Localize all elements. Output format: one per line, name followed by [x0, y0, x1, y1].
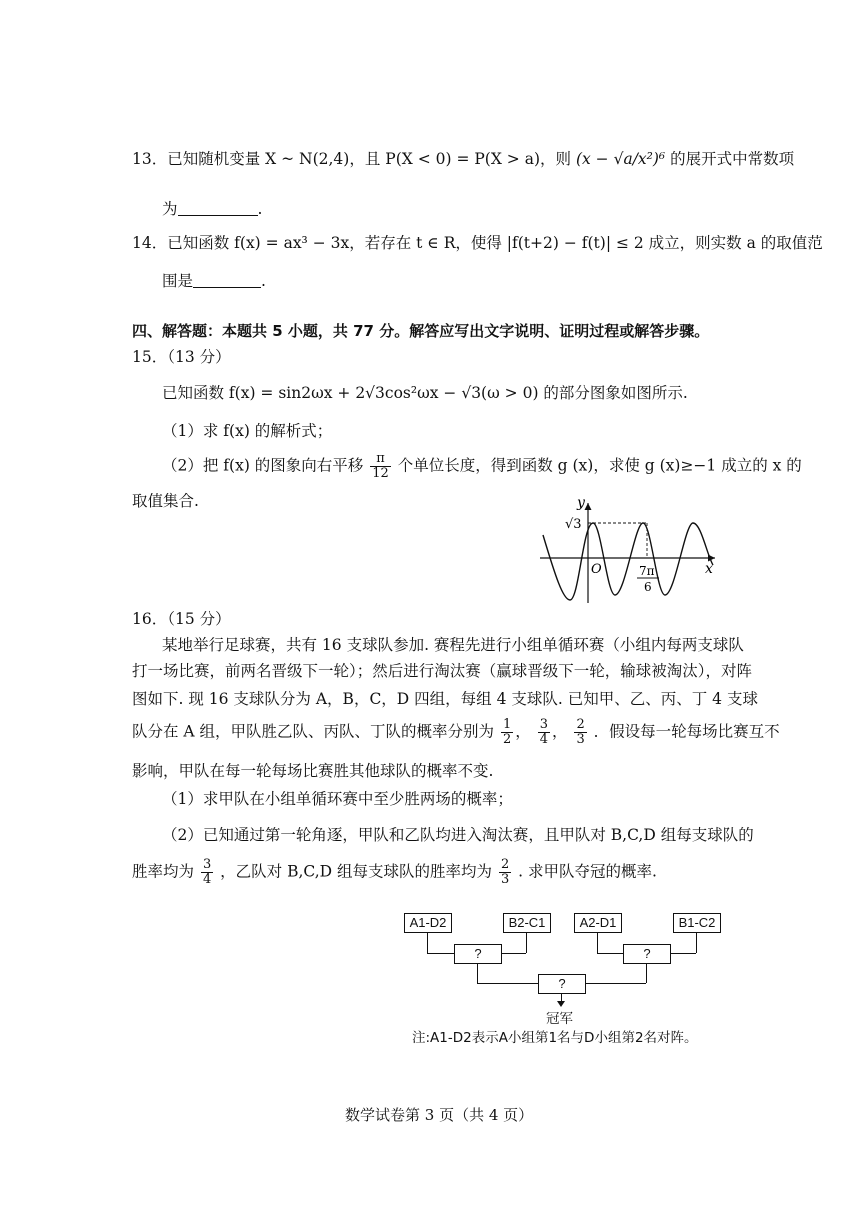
- q13-text2: 的展开式中常数项: [670, 150, 795, 168]
- q15-part2-line1: [162, 452, 802, 481]
- q16-part1: （1）求甲队在小组单循环赛中至少胜两场的概率；: [162, 790, 513, 808]
- q14-period: .: [261, 272, 266, 290]
- match-a1-d2: A1-D2: [404, 913, 452, 933]
- q13-period: .: [257, 200, 263, 218]
- q13-text1: 已知随机变量 X ~ N(2,4)，且 P(X < 0) = P(X > a)，则: [167, 150, 572, 168]
- q16-part2-b1: 胜率均为: [132, 862, 195, 881]
- q16-p4-b: ．假设每一轮每场比赛互不: [593, 722, 780, 741]
- q13-binomial: (x − √a/x²)⁶: [575, 150, 666, 168]
- q16-part2-line2: [132, 858, 657, 887]
- wire: [427, 932, 428, 953]
- wire: [597, 953, 623, 954]
- prob3-num: 2: [576, 717, 585, 732]
- q14-answer-blank[interactable]: [193, 273, 261, 288]
- match-b1-c2: B1-C2: [673, 913, 721, 933]
- q16-p1: 某地举行足球赛，共有 16 支球队参加. 赛程先进行小组单循环赛（小组内每两支球队: [162, 636, 744, 654]
- q13-answer-blank[interactable]: [178, 201, 258, 216]
- win-rate-fraction-2: [499, 858, 511, 887]
- y-tick-sqrt3: √3: [565, 517, 582, 532]
- q14-line1: [132, 232, 823, 254]
- q16-p5: 影响，甲队在每一轮每场比赛胜其他球队的概率不变.: [132, 762, 494, 780]
- wire: [526, 932, 527, 953]
- match-a2-d1: A2-D1: [574, 913, 622, 933]
- q15-part2-a: （2）把 f(x) 的图象向右平移: [162, 456, 364, 475]
- q14-text1: 已知函数 f(x) = ax³ − 3x，若存在 t ∈ R，使得 |f(t+2) − f(t)| ≤ 2 成立，则实数 a 的取值范: [167, 234, 823, 252]
- prob2-num: 3: [539, 717, 548, 732]
- q16-p4: 队分在 A 组，甲队胜乙队、丙队、丁队的概率分别为 $\frac{1}{2}$ ， $\frac{3}{4}$ ， $\frac{2}{3}$ ．假设每一轮每场比赛互不: [132, 717, 780, 747]
- prob1-num: 1: [503, 717, 512, 732]
- wire: [477, 983, 538, 984]
- q15-sine-graph: [535, 495, 725, 607]
- x-axis-label: x: [705, 561, 713, 577]
- x-tick-6: 6: [644, 580, 652, 594]
- q14-text2: 围是: [162, 272, 194, 290]
- prob-fraction-1: [501, 718, 513, 747]
- q15-part1: （1）求 f(x) 的解析式；: [162, 422, 333, 440]
- q15-stem: 已知函数 f(x) = sin2ωx + 2√3cos²ωx − √3(ω > 0) 的部分图象如图所示.: [162, 384, 688, 402]
- q16-number: 16．（15 分）: [132, 610, 231, 628]
- win1-num: 3: [202, 857, 212, 872]
- q16-p4-a: 队分在 A 组，甲队胜乙队、丙队、丁队的概率分别为: [132, 722, 495, 741]
- page-footer: 数学试卷第 3 页（共 4 页）: [345, 1106, 534, 1124]
- q14-number: 14．: [132, 234, 168, 252]
- prob-fraction-2: [538, 718, 550, 747]
- origin-label: O: [591, 562, 602, 577]
- prob3-den: 3: [576, 732, 585, 747]
- q13-text3: 为: [162, 200, 178, 218]
- q16-p3: 图如下. 现 16 支球队分为 A，B，C，D 四组，每组 4 支球队. 已知甲、乙、丙、丁 4 支球: [132, 690, 758, 708]
- q14-line2: [162, 270, 266, 292]
- q15-part2-line2: 取值集合.: [132, 492, 199, 510]
- section4-heading: 四、解答题：本题共 5 小题，共 77 分。解答应写出文字说明、证明过程或解答步骤。: [132, 322, 710, 340]
- prob2-den: 4: [539, 732, 548, 747]
- win2-den: 3: [500, 872, 510, 887]
- q15-number: 15．（13 分）: [132, 348, 231, 366]
- prob1-den: 2: [503, 732, 512, 747]
- win1-den: 4: [202, 872, 212, 887]
- q15-shift-den: 12: [372, 466, 389, 481]
- match-b2-c1: B2-C1: [503, 913, 551, 933]
- semifinal-right: ?: [623, 944, 671, 964]
- q15-part2-b: 个单位长度，得到函数 g (x)，求使 g (x)≥−1 成立的 x 的: [397, 456, 802, 475]
- win-rate-fraction-1: [201, 858, 213, 887]
- q16-part2-b3: . 求甲队夺冠的概率.: [518, 862, 657, 881]
- wire: [585, 983, 646, 984]
- y-axis-label: y: [577, 495, 585, 511]
- x-tick-7pi: 7π: [639, 564, 655, 578]
- q16-part2-b2: ，乙队对 B,C,D 组每支球队的胜率均为: [220, 862, 493, 881]
- q16-p2: 打一场比赛，前两名晋级下一轮）；然后进行淘汰赛（赢球晋级下一轮，输球被淘汰），对阵: [132, 662, 753, 680]
- q13-line2: [162, 198, 262, 220]
- wire: [427, 953, 454, 954]
- wire: [646, 963, 647, 983]
- q15-shift-fraction: [370, 452, 391, 481]
- wire: [597, 932, 598, 953]
- win2-num: 2: [500, 857, 510, 872]
- wire: [477, 963, 478, 983]
- champion-label: 冠军: [546, 1011, 573, 1027]
- q16-part2-line1: （2）已知通过第一轮角逐，甲队和乙队均进入淘汰赛，且甲队对 B,C,D 组每支球队的: [162, 826, 754, 844]
- wire: [501, 953, 526, 954]
- prob-fraction-3: [574, 718, 586, 747]
- q13-number: 13．: [132, 150, 168, 168]
- wire: [696, 932, 697, 953]
- semifinal-left: ?: [454, 944, 502, 964]
- sine-curve: [543, 523, 713, 600]
- q13-line1: [132, 148, 794, 170]
- bracket-note: 注:A1-D2表示A小组第1名与D小组第2名对阵。: [412, 1030, 698, 1046]
- final-match: ?: [538, 974, 586, 994]
- q15-shift-num: π: [370, 452, 391, 467]
- wire: [670, 953, 696, 954]
